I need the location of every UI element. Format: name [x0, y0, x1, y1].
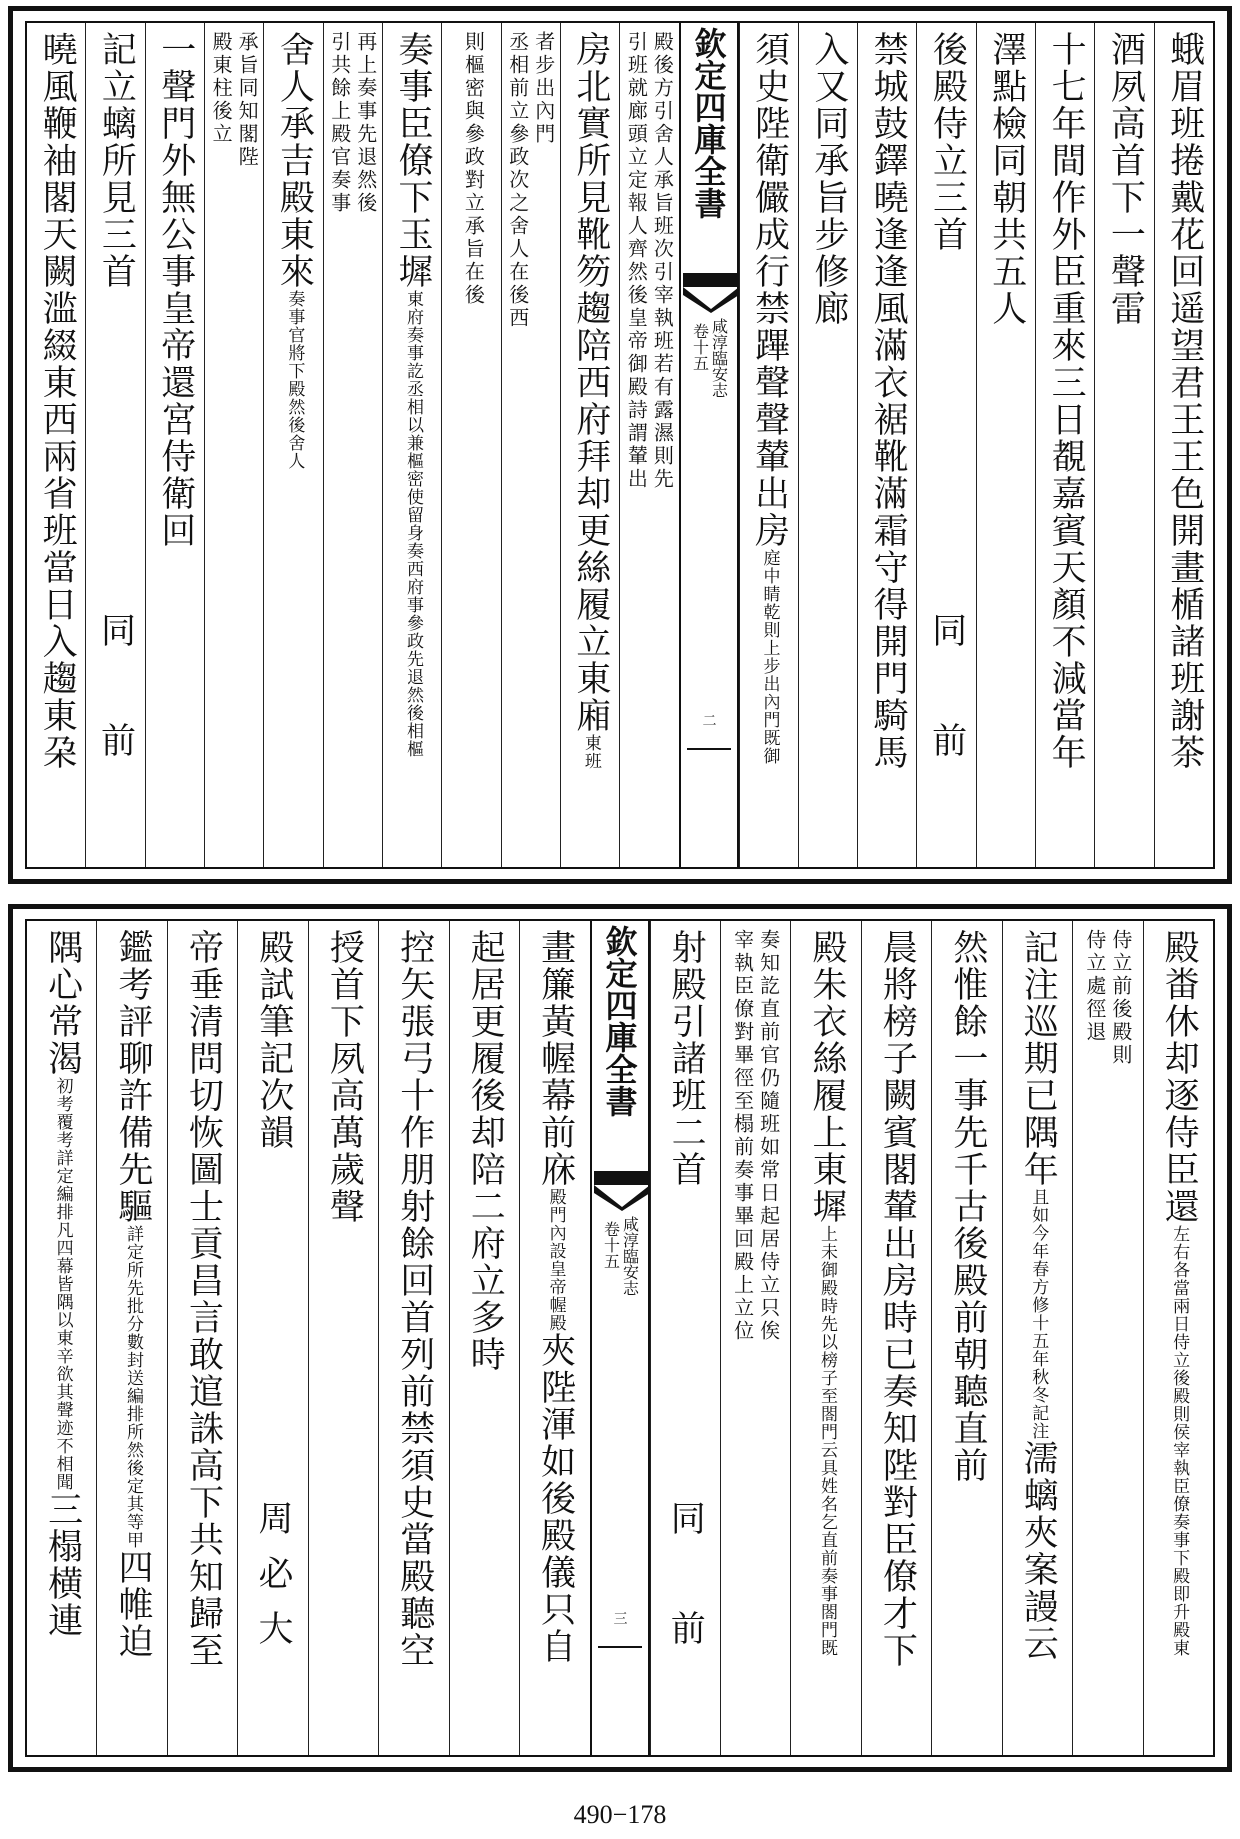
main-text: 射殿引諸班二首 [666, 929, 707, 1188]
verse-text [153, 31, 197, 549]
main-text: 帝垂清問切恢圖士貢昌言敢逭誅高下共知歸至 [183, 929, 224, 1669]
text-column [204, 23, 263, 867]
main-text-cont: 三榻横連 [42, 1491, 83, 1639]
annotation-line: 奏知訖直前官仍隨班如常日起居侍立只俟 [756, 929, 781, 1343]
verse-text [806, 31, 850, 327]
verse-text [322, 929, 366, 1225]
annotation-line: 再上奏事先退然後 [353, 31, 378, 215]
verse-text [925, 31, 969, 253]
text-column [857, 23, 916, 867]
text-column [145, 23, 204, 867]
annotation-line: 承旨同知閣陛 [235, 31, 260, 169]
text-column [27, 921, 96, 1755]
verse-text [984, 31, 1028, 327]
annotation-line: 侍立處徑退 [1082, 929, 1107, 1044]
verse-text [747, 31, 791, 765]
text-column [167, 921, 237, 1755]
main-text-cont: 濡螭夾案謾云 [1018, 1440, 1059, 1662]
verse-text [1016, 929, 1060, 1662]
text-column [378, 921, 448, 1755]
main-text: 晨將榜子闕賓閣輦出房時已奏知陛對臣僚才下 [877, 929, 918, 1669]
text-column [519, 921, 589, 1755]
main-text: 起居更履後却陪二府立多時 [465, 929, 506, 1373]
annotation-line: 則樞密與參政對立承旨在後 [461, 31, 486, 307]
text-column [650, 921, 720, 1755]
main-text: 曉風鞭袖閣天闕滥綴東西兩省班當日入趨東朶 [37, 31, 78, 771]
verse-text [568, 31, 612, 770]
main-text: 鑑考評聊許備先驅 [113, 929, 154, 1225]
text-column [1143, 921, 1213, 1755]
text-column [501, 23, 560, 867]
bottom-columns [27, 921, 1213, 1755]
bottom-page-inner-frame [25, 919, 1215, 1757]
author-byline: 同 前 [95, 612, 136, 777]
main-text: 奏事臣僚下玉墀 [392, 31, 433, 290]
book-label: 咸淳臨安志 [620, 1216, 640, 1296]
text-column [263, 23, 322, 867]
top-columns [27, 23, 1213, 867]
text-column [1094, 23, 1153, 867]
annotation-pair [205, 31, 263, 863]
main-text: 殿畨休却逐侍臣還 [1159, 929, 1200, 1225]
collection-title: 欽定四庫全書 [689, 27, 728, 219]
verse-text [94, 31, 138, 290]
volume-label: 卷十五 [601, 1221, 621, 1269]
inline-note: 庭中睛乾則上步出內門既御 [759, 549, 780, 765]
verse-text [663, 929, 707, 1188]
text-column [790, 921, 860, 1755]
fishtail-mark [594, 1171, 650, 1211]
fishtail-mark [683, 273, 739, 313]
text-column [27, 23, 85, 867]
annotation-line: 者步出內門 [531, 31, 556, 146]
verse-text [40, 929, 84, 1639]
verse-text [1103, 31, 1147, 327]
text-column [1154, 23, 1213, 867]
annotation-line: 丞相前立參政次之舍人在後西 [505, 31, 530, 330]
inline-note: 詳定所先批分數封送編排所然後定其等甲 [123, 1225, 144, 1549]
main-text: 然惟餘一事先千古後殿前朝聽直前 [947, 929, 988, 1484]
verse-text [1043, 31, 1087, 771]
leaf-number: 二 [700, 713, 717, 727]
annotation-line: 殿後方引舍人承旨班次引宰執班若有露濕則先 [650, 31, 675, 491]
leaf-rule [687, 748, 731, 750]
verse-text [34, 31, 78, 771]
top-page-frame [8, 6, 1232, 884]
main-text: 舍人承吉殿東來 [274, 31, 315, 290]
annotation-pair [1073, 929, 1142, 1751]
collection-title: 欽定四庫全書 [600, 925, 639, 1117]
center-fold-column [590, 921, 650, 1755]
verse-text [110, 929, 154, 1660]
annotation-pair [442, 31, 500, 863]
annotation-line: 引班就廊頭立定報人齊然後皇帝御殿詩謂輦出 [624, 31, 649, 491]
main-text: 授首下夙高萬歲聲 [324, 929, 365, 1225]
verse-text [945, 929, 989, 1484]
text-column [619, 23, 678, 867]
verse-text [181, 929, 225, 1669]
top-page-inner-frame [25, 21, 1215, 869]
bottom-page-frame [8, 904, 1232, 1772]
verse-text [865, 31, 909, 771]
annotation-line: 引共餘上殿官奏事 [327, 31, 352, 215]
text-column [96, 921, 166, 1755]
text-column [237, 921, 307, 1755]
inline-note: 且如今年春方修十五年秋冬記注 [1028, 1188, 1049, 1440]
main-text: 後殿侍立三首 [927, 31, 968, 253]
annotation-pair [721, 929, 790, 1751]
text-column [1002, 921, 1072, 1755]
annotation-line: 侍立前後殿則 [1108, 929, 1133, 1067]
main-text: 殿試筆記次韻 [253, 929, 294, 1151]
text-column [323, 23, 382, 867]
page-number: 490−178 [573, 1800, 667, 1829]
text-column [739, 23, 798, 867]
main-text: 隅心常渴 [42, 929, 83, 1077]
book-label: 咸淳臨安志 [709, 318, 729, 398]
volume-label: 卷十五 [690, 323, 710, 371]
main-text: 禁城鼓鐸曉逢逢風滿衣裾靴滿霜守得開門騎馬 [868, 31, 909, 771]
verse-text [392, 929, 436, 1669]
inline-note: 左右各當兩日侍立後殿則侯宰執臣僚奏事下殿即升殿東 [1169, 1225, 1190, 1657]
main-text: 房北實所見靴笏趨陪西府拜却更絲履立東廂 [570, 31, 611, 734]
annotation-pair [324, 31, 382, 863]
main-text: 控矢張弓十作朋射餘回首列前禁須史當殿聽空 [394, 929, 435, 1669]
text-column [916, 23, 975, 867]
text-column [85, 23, 144, 867]
annotation-line: 宰執臣僚對畢徑至榻前奏事畢回殿上立位 [730, 929, 755, 1343]
verse-text [1162, 31, 1206, 771]
main-text: 記立螭所見三首 [96, 31, 137, 290]
main-text: 澤點檢同朝共五人 [986, 31, 1027, 327]
text-column [976, 23, 1035, 867]
text-column [308, 921, 378, 1755]
inline-note: 殿門內設皇帝幄殿 [545, 1188, 566, 1332]
author-byline: 周必大 [253, 1500, 294, 1665]
verse-text [804, 929, 848, 1657]
annotation-line: 殿東柱後立 [209, 31, 234, 146]
annotation-pair [502, 31, 560, 863]
inline-note: 東府奏事訖丞相以兼樞密使留身奏西府事參政先退然後相樞 [402, 290, 423, 758]
text-column [861, 921, 931, 1755]
text-column [1035, 23, 1094, 867]
main-text: 十七年間作外臣重來三日覩嘉賓天顏不減當年 [1046, 31, 1087, 771]
inline-note: 東班 [580, 734, 601, 770]
text-column [441, 23, 500, 867]
inline-note: 上未御殿時先以榜子至閤門云具姓名乞直前奏事閤門既 [816, 1225, 837, 1657]
annotation-pair [620, 31, 678, 863]
text-column [449, 921, 519, 1755]
text-column [1072, 921, 1142, 1755]
verse-text [533, 929, 577, 1665]
author-byline: 同 前 [926, 612, 967, 777]
main-text: 酒夙高首下一聲雷 [1105, 31, 1146, 327]
verse-text [462, 929, 506, 1373]
main-text: 記注巡期已隅年 [1018, 929, 1059, 1188]
text-column [931, 921, 1001, 1755]
leaf-number: 三 [611, 1611, 628, 1625]
text-column [720, 921, 790, 1755]
inline-note: 初考覆考詳定編排凡四幕皆隅以東辛欲其聲迹不相聞 [52, 1077, 73, 1491]
verse-text [272, 31, 316, 470]
main-text: 畫簾黃幄幕前庥 [535, 929, 576, 1188]
author-byline: 同 前 [665, 1500, 706, 1665]
inline-note: 奏事官將下殿然後舍人 [284, 290, 305, 470]
main-text: 一聲門外無公事皇帝還宮侍衛回 [155, 31, 196, 549]
main-text-cont: 夾陛渾如後殿儀只自 [535, 1332, 576, 1665]
center-fold-column [679, 23, 739, 867]
main-text: 殿朱衣絲履上東墀 [806, 929, 847, 1225]
leaf-rule [598, 1646, 642, 1648]
main-text-cont: 四帷迫 [113, 1549, 154, 1660]
main-text: 須史陛衛儼成行禁蹕聲聲輦出房 [749, 31, 790, 549]
verse-text [390, 31, 434, 758]
text-column [798, 23, 857, 867]
main-text: 蛾眉班捲戴花回遥望君王王色開畫楯諸班謝茶 [1164, 31, 1205, 771]
text-column [560, 23, 619, 867]
main-text: 入又同承旨步修廊 [808, 31, 849, 327]
verse-text [875, 929, 919, 1669]
verse-text [1156, 929, 1200, 1657]
text-column [382, 23, 441, 867]
verse-text [251, 929, 295, 1151]
